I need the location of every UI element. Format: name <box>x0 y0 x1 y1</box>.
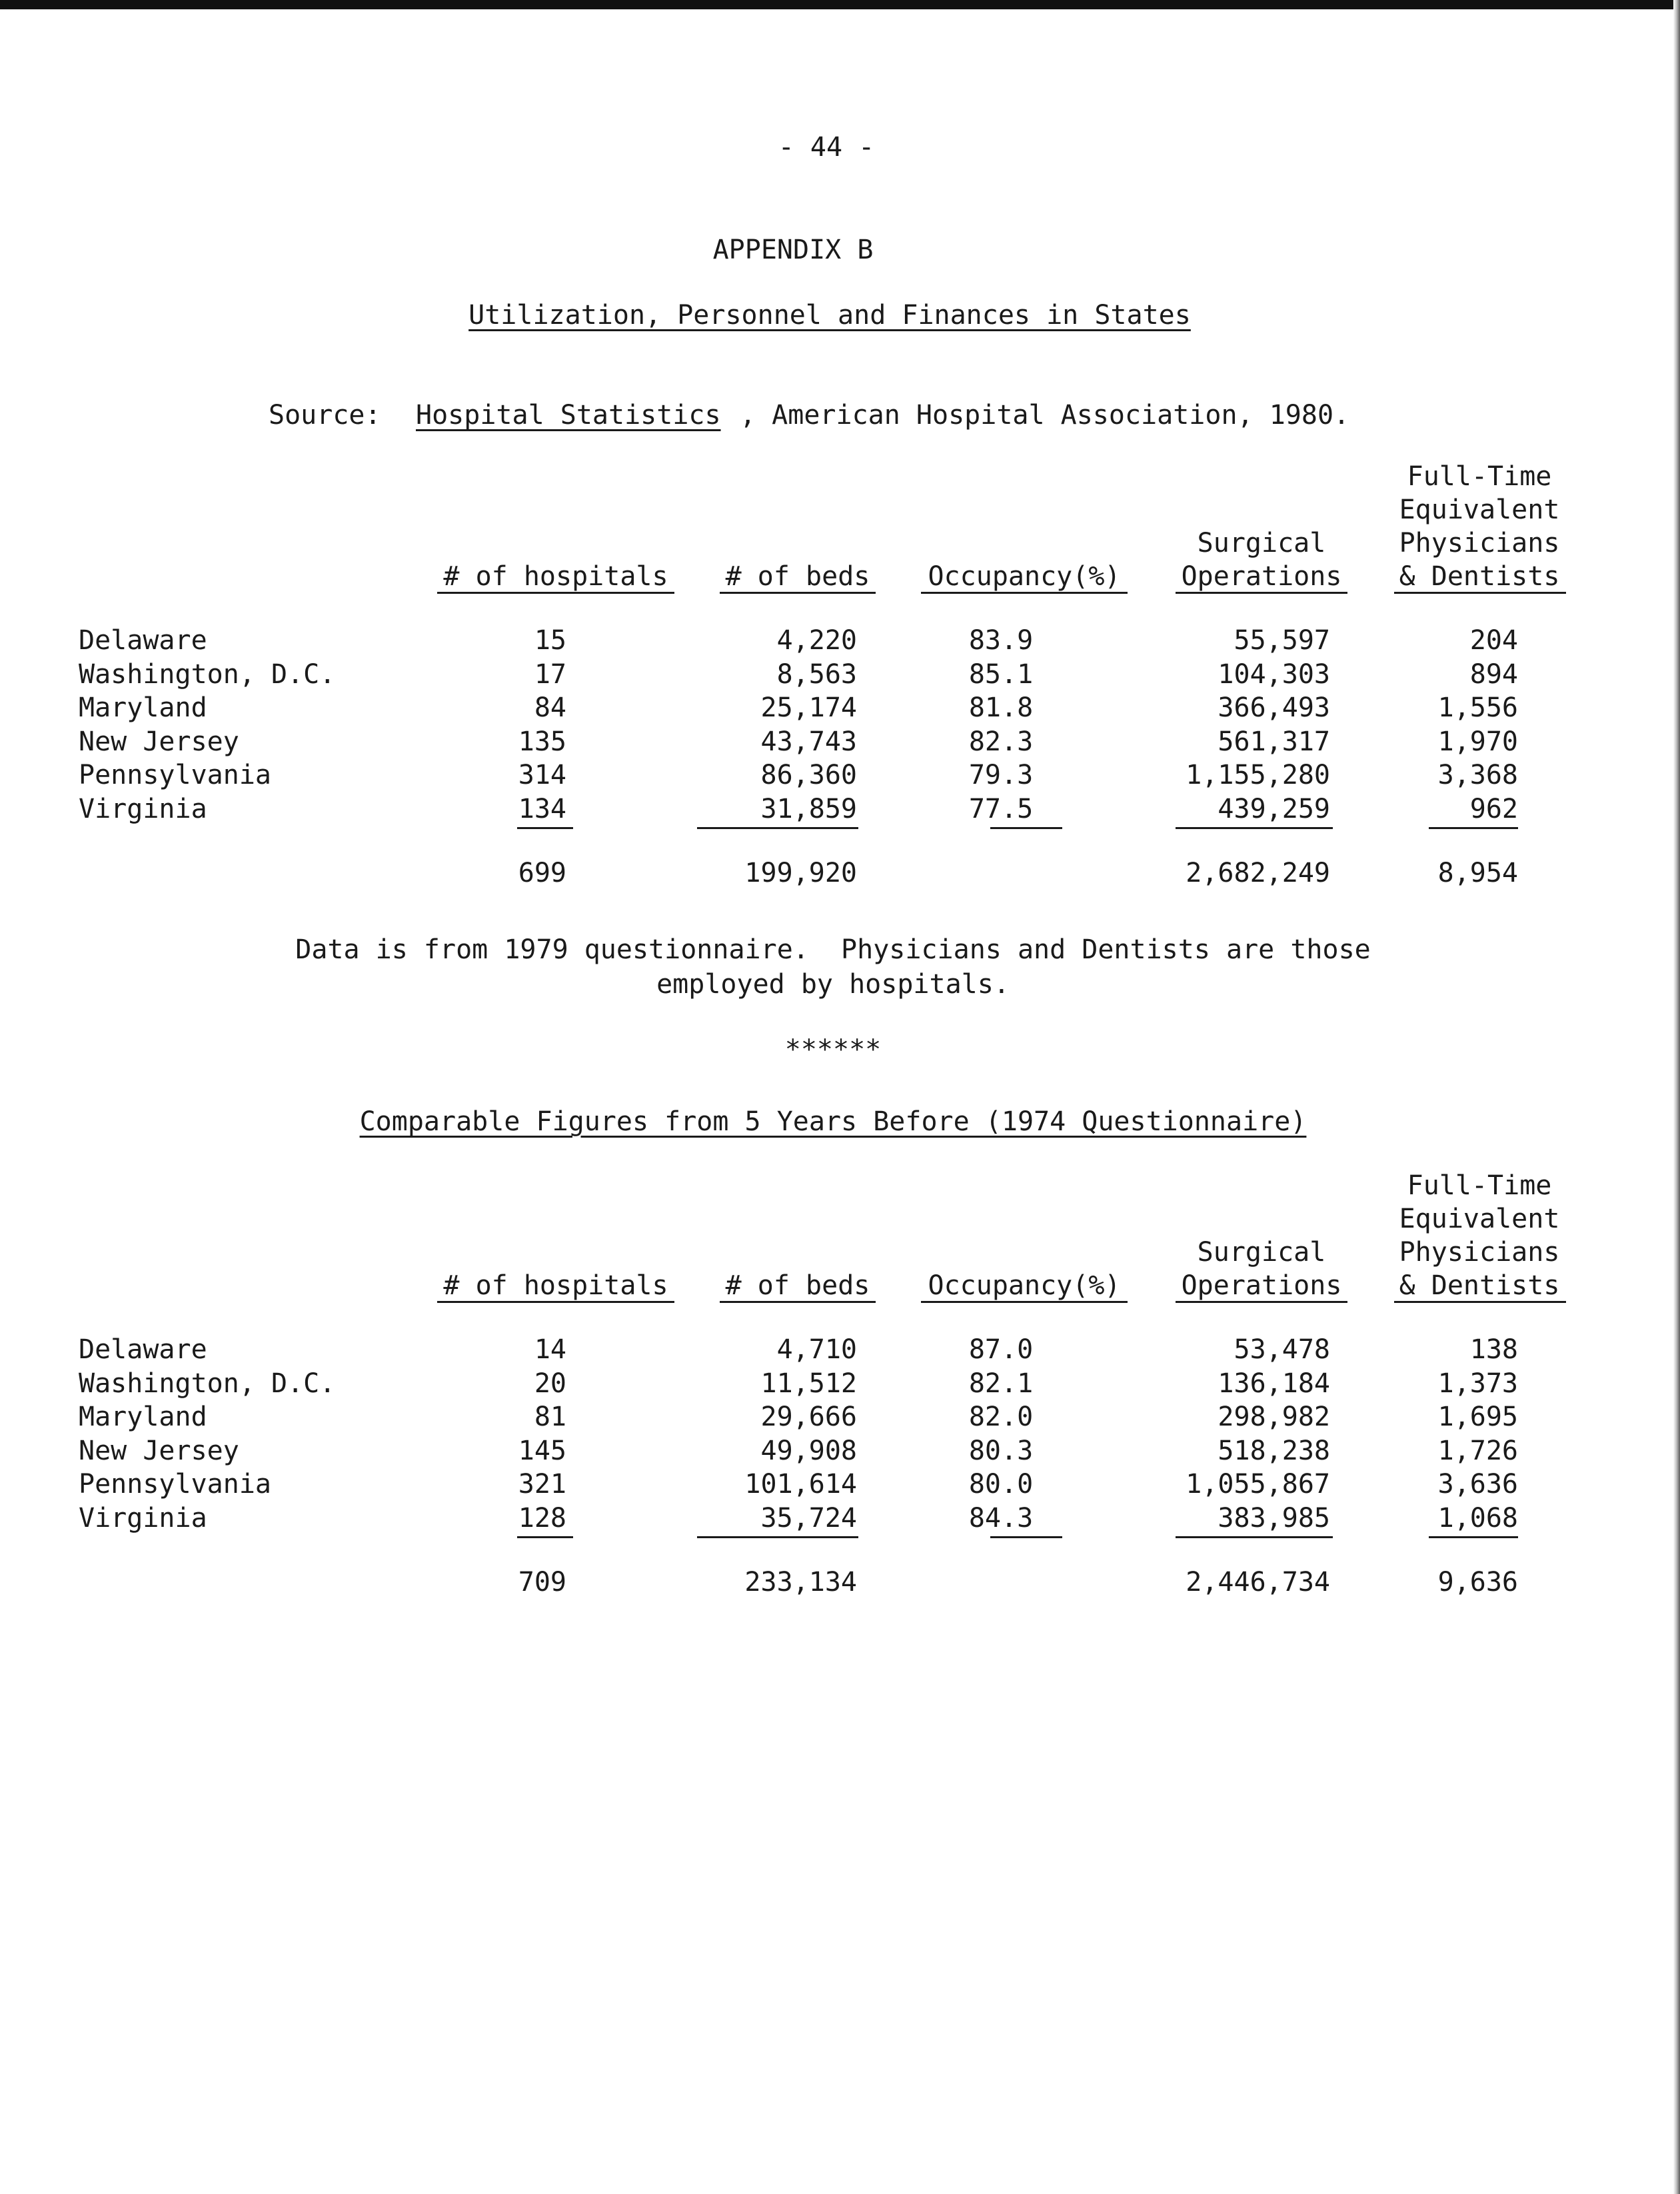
col-header-surgical-1: Surgical <box>1197 528 1326 558</box>
table-cell-beds: 4,710 <box>776 1334 857 1365</box>
table-cell-occupancy: 82.0 <box>968 1402 1034 1432</box>
header-underline <box>1176 1301 1347 1303</box>
table-cell-hospitals: 314 <box>518 760 566 790</box>
source-label: Source: <box>269 400 381 431</box>
header-underline <box>720 592 876 594</box>
col-header-occupancy: Occupancy(%) <box>928 1270 1121 1301</box>
header-underline <box>437 592 674 594</box>
table-cell-beds: 49,908 <box>760 1435 857 1466</box>
subtotal-rule <box>1176 1536 1333 1538</box>
table-cell-beds: 4,220 <box>776 625 857 656</box>
header-underline <box>1176 592 1347 594</box>
table-cell-occupancy: 82.3 <box>968 726 1034 757</box>
table-cell-occupancy: 82.1 <box>968 1368 1034 1399</box>
table-cell-state: New Jersey <box>79 726 239 757</box>
table-cell-occupancy: 80.0 <box>968 1469 1034 1500</box>
col-header-occupancy: Occupancy(%) <box>928 561 1121 592</box>
table-cell-fte: 962 <box>1469 793 1518 824</box>
table-cell-fte: 1,970 <box>1437 726 1518 757</box>
note-line-2: employed by hospitals. <box>656 969 1010 1000</box>
table-cell-occupancy: 80.3 <box>968 1435 1034 1466</box>
table-cell-fte: 3,368 <box>1437 760 1518 790</box>
table-cell-hospitals: 81 <box>534 1402 566 1432</box>
subtotal-rule <box>1429 1536 1518 1538</box>
total-surgical: 2,682,249 <box>1186 858 1330 888</box>
table-cell-surgical: 298,982 <box>1218 1402 1330 1432</box>
table-cell-fte: 1,556 <box>1437 692 1518 723</box>
col-header-fte-2: Equivalent <box>1399 1204 1560 1234</box>
table-cell-surgical: 1,055,867 <box>1186 1469 1330 1500</box>
table-cell-state: Virginia <box>79 793 207 824</box>
table-cell-state: Pennsylvania <box>79 1469 271 1500</box>
table-cell-state: New Jersey <box>79 1435 239 1466</box>
table-cell-occupancy: 79.3 <box>968 760 1034 790</box>
col-header-surgical-1: Surgical <box>1197 1237 1326 1268</box>
table-cell-beds: 29,666 <box>760 1402 857 1432</box>
col-header-fte-1: Full-Time <box>1407 461 1552 492</box>
comparison-subtitle: Comparable Figures from 5 Years Before (1974 Questionnaire) <box>359 1106 1307 1137</box>
table-cell-occupancy: 83.9 <box>968 625 1034 656</box>
table-cell-beds: 43,743 <box>760 726 857 757</box>
col-header-fte-3: Physicians <box>1399 1237 1560 1268</box>
table-cell-beds: 35,724 <box>760 1502 857 1534</box>
table-cell-occupancy: 84.3 <box>968 1502 1034 1534</box>
header-underline <box>1394 592 1566 594</box>
table-cell-fte: 204 <box>1469 625 1518 656</box>
subtotal-rule <box>1176 827 1333 829</box>
table-cell-surgical: 383,985 <box>1218 1502 1330 1534</box>
col-header-fte-1: Full-Time <box>1407 1170 1552 1201</box>
total-beds: 199,920 <box>744 858 857 888</box>
source-publication: Hospital Statistics <box>416 400 721 431</box>
separator-asterisks: ****** <box>784 1034 882 1065</box>
table-cell-occupancy: 81.8 <box>968 692 1034 723</box>
table-cell-fte: 1,373 <box>1437 1368 1518 1399</box>
table-cell-fte: 1,726 <box>1437 1435 1518 1466</box>
table-cell-hospitals: 14 <box>534 1334 566 1365</box>
table-cell-hospitals: 145 <box>518 1435 566 1466</box>
table-cell-surgical: 53,478 <box>1234 1334 1330 1365</box>
col-header-beds: # of beds <box>725 561 870 592</box>
table-cell-hospitals: 20 <box>534 1368 566 1399</box>
table-cell-surgical: 1,155,280 <box>1186 760 1330 790</box>
subtotal-rule <box>697 1536 858 1538</box>
table-cell-hospitals: 135 <box>518 726 566 757</box>
subtotal-rule <box>1429 827 1518 829</box>
appendix-heading: APPENDIX B <box>712 235 874 265</box>
scan-right-edge <box>1673 0 1680 2194</box>
table-cell-hospitals: 321 <box>518 1469 566 1500</box>
table-cell-state: Washington, D.C. <box>79 1368 336 1399</box>
total-hospitals: 709 <box>518 1567 566 1598</box>
header-underline <box>720 1301 876 1303</box>
table-cell-fte: 1,695 <box>1437 1402 1518 1432</box>
table-cell-beds: 8,563 <box>776 658 857 690</box>
table-cell-fte: 894 <box>1469 658 1518 690</box>
table-cell-surgical: 136,184 <box>1218 1368 1330 1399</box>
header-underline <box>437 1301 674 1303</box>
table-cell-occupancy: 85.1 <box>968 658 1034 690</box>
total-surgical: 2,446,734 <box>1186 1567 1330 1598</box>
table-cell-hospitals: 17 <box>534 658 566 690</box>
header-underline <box>921 1301 1128 1303</box>
table-cell-hospitals: 15 <box>534 625 566 656</box>
subtotal-rule <box>990 1536 1062 1538</box>
table-cell-fte: 1,068 <box>1437 1502 1518 1534</box>
subtotal-rule <box>517 827 573 829</box>
table-cell-surgical: 55,597 <box>1234 625 1330 656</box>
scan-top-border <box>0 0 1680 9</box>
col-header-surgical-2: Operations <box>1181 561 1342 592</box>
table-cell-fte: 3,636 <box>1437 1469 1518 1500</box>
table-cell-state: Virginia <box>79 1502 207 1534</box>
document-title: Utilization, Personnel and Finances in States <box>468 300 1191 331</box>
table-cell-beds: 101,614 <box>744 1469 857 1500</box>
table-cell-state: Pennsylvania <box>79 760 271 790</box>
col-header-hospitals: # of hospitals <box>443 561 668 592</box>
total-beds: 233,134 <box>744 1567 857 1598</box>
subtotal-rule <box>990 827 1062 829</box>
table-cell-surgical: 104,303 <box>1218 658 1330 690</box>
table-cell-occupancy: 77.5 <box>968 793 1034 824</box>
total-fte: 9,636 <box>1437 1567 1518 1598</box>
table-cell-fte: 138 <box>1469 1334 1518 1365</box>
col-header-beds: # of beds <box>725 1270 870 1301</box>
note-line-1: Data is from 1979 questionnaire. Physicians and Dentists are those <box>295 934 1371 965</box>
table-cell-hospitals: 84 <box>534 692 566 723</box>
table-cell-beds: 25,174 <box>760 692 857 723</box>
table-cell-surgical: 561,317 <box>1218 726 1330 757</box>
table-cell-state: Delaware <box>79 1334 207 1365</box>
table-cell-occupancy: 87.0 <box>968 1334 1034 1365</box>
table-cell-state: Delaware <box>79 625 207 656</box>
col-header-surgical-2: Operations <box>1181 1270 1342 1301</box>
source-rest: , American Hospital Association, 1980. <box>740 400 1350 431</box>
subtotal-rule <box>517 1536 573 1538</box>
col-header-fte-4: & Dentists <box>1399 1270 1560 1301</box>
table-cell-surgical: 366,493 <box>1218 692 1330 723</box>
col-header-hospitals: # of hospitals <box>443 1270 668 1301</box>
page-number: - 44 - <box>778 132 875 163</box>
table-cell-beds: 11,512 <box>760 1368 857 1399</box>
total-fte: 8,954 <box>1437 858 1518 888</box>
subtotal-rule <box>697 827 858 829</box>
header-underline <box>1394 1301 1566 1303</box>
table-cell-hospitals: 128 <box>518 1502 566 1534</box>
table-cell-state: Washington, D.C. <box>79 658 336 690</box>
total-hospitals: 699 <box>518 858 566 888</box>
header-underline <box>921 592 1128 594</box>
table-cell-hospitals: 134 <box>518 793 566 824</box>
table-cell-state: Maryland <box>79 692 207 723</box>
table-cell-state: Maryland <box>79 1402 207 1432</box>
table-cell-beds: 31,859 <box>760 793 857 824</box>
col-header-fte-4: & Dentists <box>1399 561 1560 592</box>
table-cell-surgical: 518,238 <box>1218 1435 1330 1466</box>
col-header-fte-2: Equivalent <box>1399 495 1560 525</box>
table-cell-surgical: 439,259 <box>1218 793 1330 824</box>
table-cell-beds: 86,360 <box>760 760 857 790</box>
col-header-fte-3: Physicians <box>1399 528 1560 558</box>
